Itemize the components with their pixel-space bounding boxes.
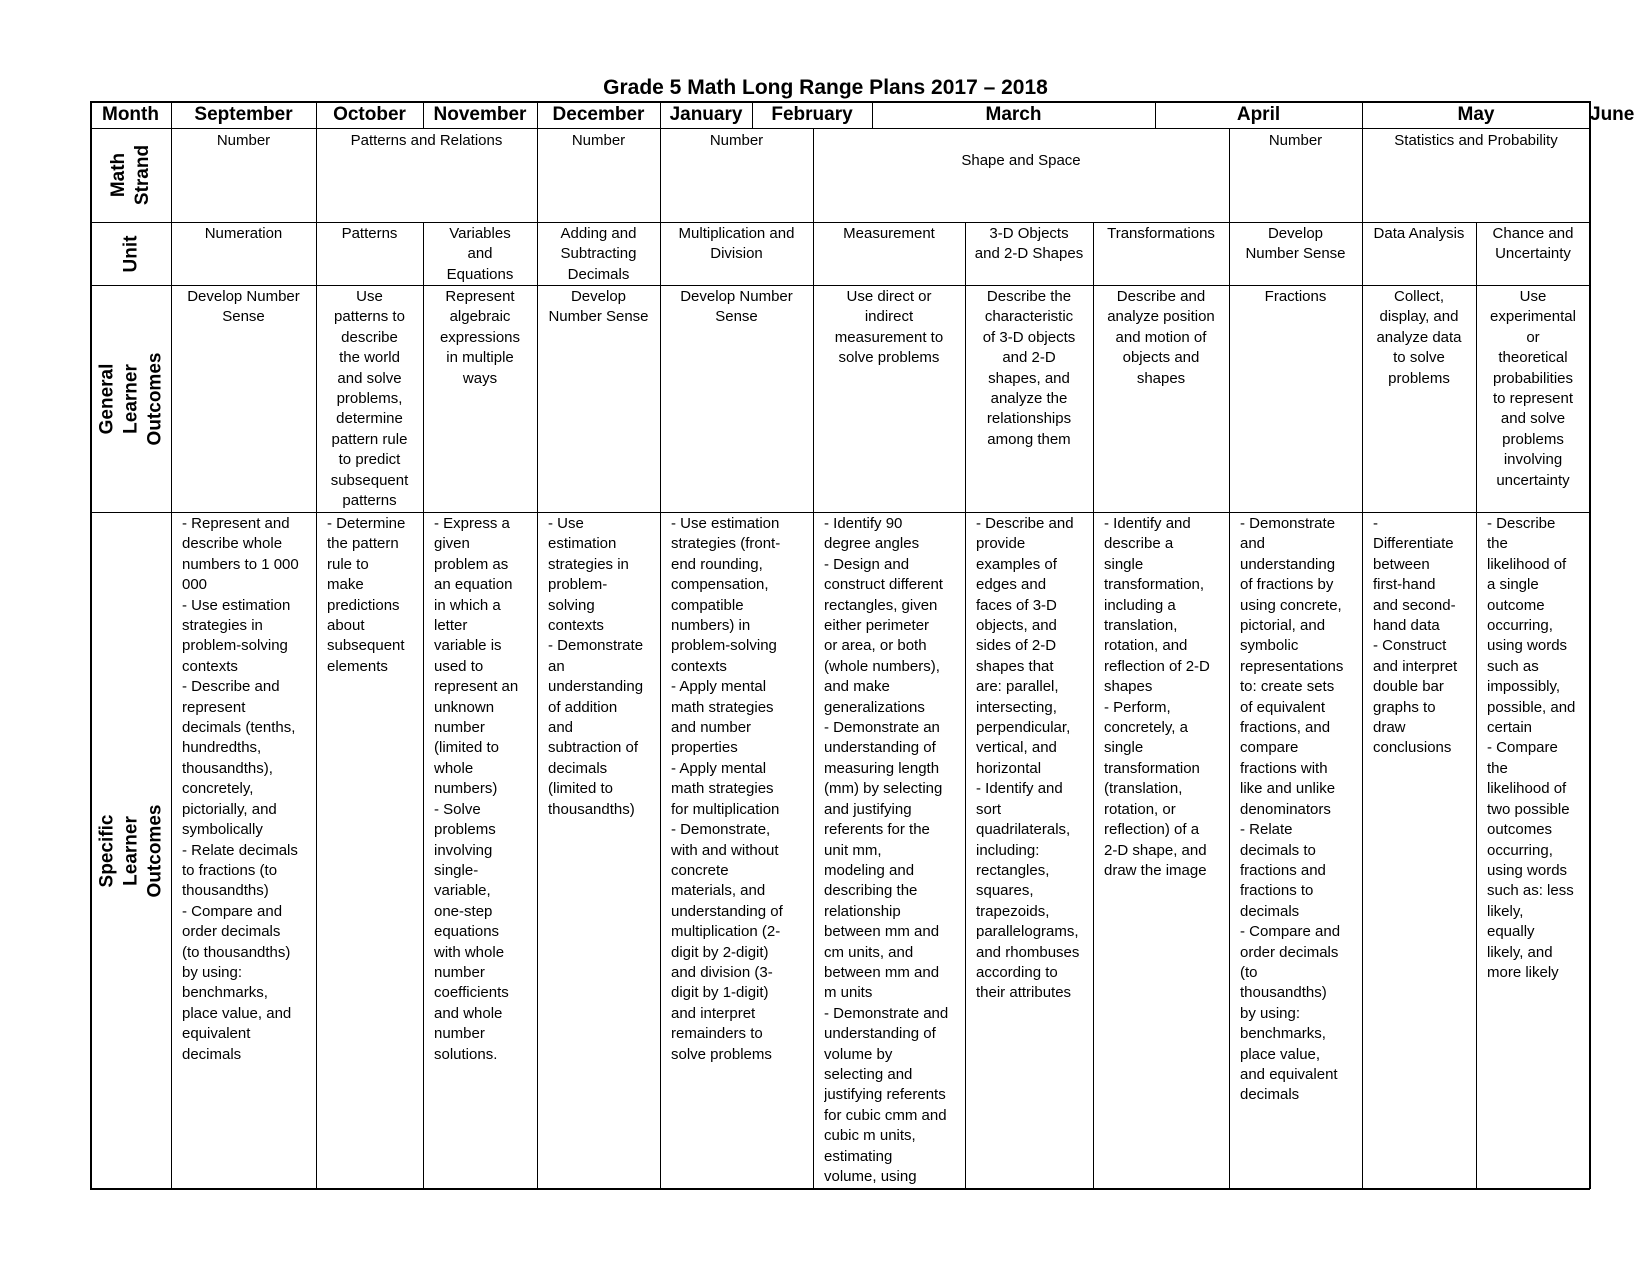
glo-cell: Represent algebraic expressions in multiple ways bbox=[439, 288, 521, 387]
unit-label: Unit bbox=[120, 235, 141, 272]
glo-label: General Learner Outcomes bbox=[96, 352, 166, 445]
math-strand-label-cell bbox=[91, 128, 171, 222]
strand-cell: Number bbox=[709, 132, 764, 149]
table-border-bottom bbox=[90, 1188, 1590, 1190]
slo-cell: - Use estimation strategies in problem- solving contexts - Demonstrate an understanding of addition and subtraction of decimals (limited to thousandths) bbox=[548, 515, 644, 818]
month-header-november: November bbox=[433, 104, 527, 125]
month-header-february: February bbox=[771, 104, 853, 125]
unit-cell: 3-D Objects and 2-D Shapes bbox=[974, 225, 1084, 263]
month-header-january: January bbox=[669, 104, 743, 125]
unit-cell: Develop Number Sense bbox=[1245, 225, 1346, 263]
glo-label-cell bbox=[91, 285, 171, 512]
strand-cell: Patterns and Relations bbox=[350, 132, 503, 149]
table-border-right bbox=[1589, 101, 1591, 1189]
month-header-september: September bbox=[194, 104, 293, 125]
glo-cell: Fractions bbox=[1264, 288, 1327, 305]
slo-cell: - Represent and describe whole numbers to 1 000 000 - Use estimation strategies in problem-solving contexts - Describe and represent decimals (tenths, hundredths, thousandths), concretely, pictorially, and symbolically - Relate decimals to fractions (to thousandths) - Compare and order decimals (to thousandths) by using: benchmarks, place value, and equivalent decimals bbox=[182, 515, 299, 1063]
month-header-april: April bbox=[1236, 104, 1281, 125]
slo-cell: - Use estimation strategies (front- end rounding, compensation, compatible numbers) in problem-solving contexts - Apply mental math strategies and number properties - Apply mental math strategies for multiplication - Demonstrate, with and without concrete materials, and understanding of multiplication (2- digit by 2-digit) and division (3- digit by 1-digit) and interpret remainders to solve problems bbox=[671, 515, 783, 1063]
glo-cell: Develop Number Sense bbox=[680, 288, 793, 326]
month-header-december: December bbox=[552, 104, 645, 125]
month-header-march: March bbox=[985, 104, 1042, 125]
body-column-divider bbox=[171, 222, 172, 1189]
slo-cell: - Describe and provide examples of edges and faces of 3-D objects, and sides of 2-D shapes that are: parallel, intersecting, perpendicular, vertical, and horizontal - Identify and sort quadrilaterals, including: rectangles, squares, trapezoids, parallelograms, and rhombuses according to their attributes bbox=[976, 515, 1080, 1002]
month-header-label: Month bbox=[102, 104, 159, 125]
body-column-divider bbox=[813, 222, 814, 1189]
unit-cell: Variables and Equations bbox=[446, 225, 514, 283]
strand-cell: Statistics and Probability bbox=[1394, 132, 1558, 149]
math-strand-label: Math Strand bbox=[108, 144, 153, 206]
slo-label-cell bbox=[91, 512, 171, 1189]
body-column-divider bbox=[1229, 222, 1230, 1189]
strand-cell: Number bbox=[571, 132, 626, 149]
body-column-divider bbox=[660, 222, 661, 1189]
row-divider bbox=[90, 128, 1590, 129]
slo-cell: - Identify 90 degree angles - Design and construct different rectangles, given either perimeter or area, or both (whole numbers), and make generalizations - Demonstrate an understanding of measuring length (mm) by selecting and justifying referents for the unit mm, modeling and describing the relationship between mm and cm units, and between mm and m units - Demonstrate and understanding of volume by selecting and justifying referents for cubic cmm and cubic m units, estimating volume, using bbox=[824, 515, 949, 1185]
unit-cell: Data Analysis bbox=[1373, 225, 1465, 242]
glo-cell: Describe the characteristic of 3-D objects and 2-D shapes, and analyze the relationships among them bbox=[982, 288, 1076, 448]
unit-cell: Patterns bbox=[341, 225, 398, 242]
glo-cell: Collect, display, and analyze data to solve problems bbox=[1376, 288, 1462, 387]
month-header-june: June bbox=[1590, 104, 1635, 125]
glo-cell: Develop Number Sense bbox=[548, 288, 649, 326]
slo-cell: - Determine the pattern rule to make predictions about subsequent elements bbox=[327, 515, 406, 675]
glo-cell: Describe and analyze position and motion of objects and shapes bbox=[1107, 288, 1215, 387]
slo-cell: - Demonstrate and understanding of fractions by using concrete, pictorial, and symbolic representations to: create sets of equivalent fractions, and compare fractions with like and unlike denominators - Relate decimals to fractions and fractions to decimals - Compare and order decimals (to thousandths) by using: benchmarks, place value, and equivalent decimals bbox=[1240, 515, 1344, 1104]
slo-cell: - Differentiate between first-hand and second- hand data - Construct and interpret double bar graphs to draw conclusions bbox=[1373, 515, 1458, 757]
month-header-october: October bbox=[333, 104, 406, 125]
body-column-divider bbox=[965, 222, 966, 1189]
unit-cell: Measurement bbox=[843, 225, 935, 242]
page-title: Grade 5 Math Long Range Plans 2017 – 2018 bbox=[603, 76, 1048, 99]
slo-cell: - Identify and describe a single transformation, including a translation, rotation, and reflection of 2-D shapes - Perform, concretely, a single transformation (translation, rotation, or reflection) of a 2-D shape, and draw the image bbox=[1104, 515, 1210, 879]
body-column-divider bbox=[316, 222, 317, 1189]
glo-cell: Use patterns to describe the world and solve problems, determine pattern rule to predict subsequent patterns bbox=[330, 288, 409, 510]
row-divider bbox=[90, 222, 1590, 223]
unit-cell: Numeration bbox=[204, 225, 283, 242]
unit-cell: Transformations bbox=[1107, 225, 1215, 242]
glo-cell: Use experimental or theoretical probabilities to represent and solve problems involving uncertainty bbox=[1490, 288, 1576, 489]
month-header-may: May bbox=[1457, 104, 1495, 125]
row-divider bbox=[90, 285, 1590, 286]
strand-cell: Number bbox=[1268, 132, 1323, 149]
glo-cell: Develop Number Sense bbox=[187, 288, 300, 326]
body-column-divider bbox=[423, 222, 424, 1189]
row-divider bbox=[90, 512, 1590, 513]
body-column-divider bbox=[1476, 222, 1477, 1189]
unit-label-cell bbox=[91, 222, 171, 285]
body-column-divider bbox=[1093, 222, 1094, 1189]
strand-cell: Number bbox=[216, 132, 271, 149]
unit-cell: Multiplication and Division bbox=[678, 225, 795, 263]
glo-cell: Use direct or indirect measurement to solve problems bbox=[834, 288, 944, 367]
body-column-divider bbox=[1362, 222, 1363, 1189]
slo-cell: - Describe the likelihood of a single outcome occurring, using words such as impossibly, possible, and certain - Compare the likelihood of two possible outcomes occurring, using words such as: less likely, equally likely, and more likely bbox=[1487, 515, 1576, 981]
unit-cell: Chance and Uncertainty bbox=[1492, 225, 1574, 263]
slo-label: Specific Learner Outcomes bbox=[96, 804, 166, 897]
slo-cell: - Express a given problem as an equation in which a letter variable is used to represent an unknown number (limited to whole numbers) - Solve problems involving single- variable, one-step equations with whole number coefficients and whole number solutions. bbox=[434, 515, 519, 1063]
body-column-divider bbox=[537, 222, 538, 1189]
strand-cell: Shape and Space bbox=[961, 152, 1081, 169]
unit-cell: Adding and Subtracting Decimals bbox=[560, 225, 637, 283]
